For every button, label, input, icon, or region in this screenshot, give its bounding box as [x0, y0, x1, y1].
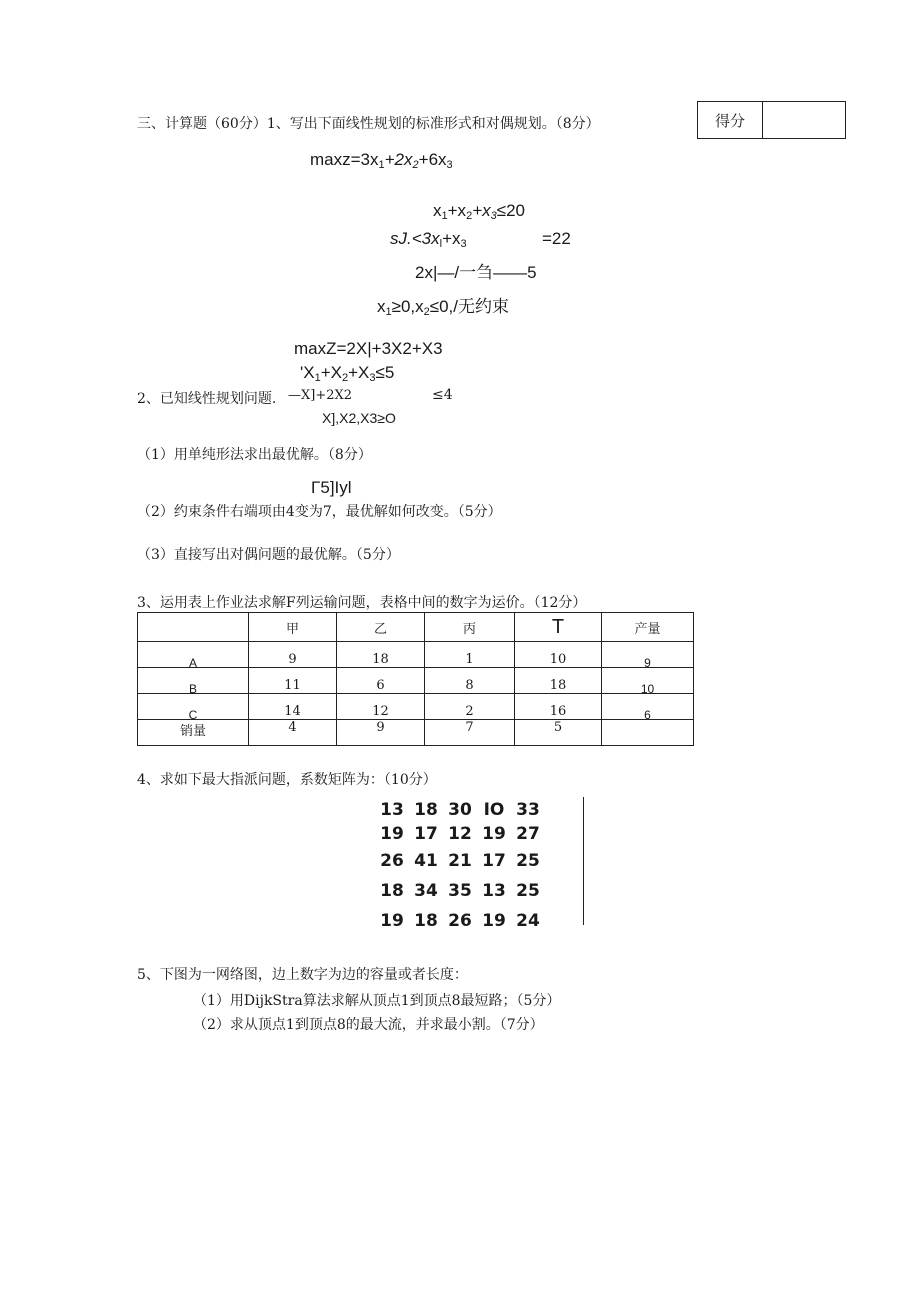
- table-header-row: [138, 613, 694, 642]
- matrix-cell: 19: [482, 911, 506, 931]
- table-cell: 10: [515, 642, 602, 668]
- q1-constraint-4: $x_1\ge 0,x_2\le 0,/$无约束: [377, 297, 509, 318]
- matrix-cell: 26: [380, 851, 404, 871]
- q1-constraint-2: $sJ.<3x_l+x_3$: [390, 229, 467, 250]
- matrix-cell: 25: [516, 881, 540, 901]
- matrix-cell: 21: [448, 851, 472, 871]
- section-heading: 三、计算题（60分）1、写出下面线性规划的标准形式和对偶规划。（8分）: [137, 116, 600, 132]
- matrix-cell: IO: [483, 800, 505, 820]
- matrix-cell: 17: [482, 851, 506, 871]
- q1-objective: $\max z=3x_1+2x_2+6x_3$: [310, 150, 453, 171]
- assignment-matrix: [375, 797, 545, 935]
- matrix-cell: 35: [448, 881, 472, 901]
- matrix-cell: 18: [414, 800, 438, 820]
- matrix-cell: 18: [380, 881, 404, 901]
- supply-cell: [602, 720, 694, 746]
- table-cell: 11: [249, 668, 337, 694]
- q5-part-2: （2）求从顶点1到顶点8的最大流，并求最小割。（7分）: [193, 1017, 544, 1033]
- matrix-row: [375, 797, 545, 823]
- q2-part-1: （1）用单纯形法求出最优解。（8分）: [137, 447, 372, 463]
- matrix-cell: 12: [448, 824, 472, 844]
- table-cell: 2: [425, 694, 515, 720]
- q2-note: Γ5]Iyl: [311, 478, 352, 497]
- table-cell: 12: [337, 694, 425, 720]
- q1-constraint-2-rhs: =22: [542, 229, 571, 248]
- table-cell: 8: [425, 668, 515, 694]
- score-label: 得分: [698, 102, 763, 138]
- q2-intro: 2、已知线性规划问题.: [137, 391, 277, 407]
- matrix-cell: 19: [482, 824, 506, 844]
- table-cell: 1: [425, 642, 515, 668]
- matrix-cell: 17: [414, 824, 438, 844]
- q2-objective: maxZ=2X|+3X2+X3: [294, 339, 443, 358]
- matrix-cell: 26: [448, 911, 472, 931]
- matrix-row: [375, 847, 545, 875]
- table-header-cell: [138, 613, 249, 642]
- matrix-cell: 18: [414, 911, 438, 931]
- matrix-cell: 19: [380, 824, 404, 844]
- matrix-cell: 30: [448, 800, 472, 820]
- table-cell: 14: [249, 694, 337, 720]
- row-label: C: [138, 694, 249, 720]
- table-cell: 18: [337, 642, 425, 668]
- matrix-cell: 13: [380, 800, 404, 820]
- row-label: A: [138, 642, 249, 668]
- q1-constraint-1: $x_1+x_2+x_3\le 20$: [433, 201, 525, 222]
- q2-part-2: （2）约束条件右端项由4变为7，最优解如何改变。（5分）: [137, 504, 502, 520]
- table-header-cell: 丙: [425, 613, 515, 642]
- demand-row: [138, 720, 694, 746]
- table-cell: 5: [515, 720, 602, 746]
- matrix-cell: 25: [516, 851, 540, 871]
- table-cell: 18: [515, 668, 602, 694]
- matrix-cell: 41: [414, 851, 438, 871]
- supply-cell: 10: [602, 668, 694, 694]
- table-cell: 7: [425, 720, 515, 746]
- score-box: [697, 101, 846, 139]
- q5-title: 5、下图为一网络图，边上数字为边的容量或者长度：: [137, 967, 468, 983]
- matrix-row: [375, 877, 545, 905]
- table-cell: 9: [249, 642, 337, 668]
- score-value: [763, 102, 845, 138]
- table-header-cell: 产量: [602, 613, 694, 642]
- q4-title: 4、求如下最大指派问题，系数矩阵为：（10分）: [137, 772, 437, 788]
- table-cell: 4: [249, 720, 337, 746]
- q2-constraint-2-rhs: ≤4: [432, 387, 453, 403]
- matrix-cell: 27: [516, 824, 540, 844]
- q5-part-1: （1）用DijkStra算法求解从顶点1到顶点8最短路；（5分）: [193, 993, 561, 1009]
- q1-constraint-3: 2x|—/一刍——5: [415, 263, 537, 282]
- q2-constraint-2: —X]+2X2: [288, 388, 353, 403]
- q2-part-3: （3）直接写出对偶问题的最优解。（5分）: [137, 547, 400, 563]
- table-cell: 6: [337, 668, 425, 694]
- q3-title: 3、运用表上作业法求解F列运输问题，表格中间的数字为运价。（12分）: [137, 595, 587, 611]
- table-header-cell: 乙: [337, 613, 425, 642]
- table-header-cell: T: [515, 613, 602, 642]
- matrix-cell: 34: [414, 881, 438, 901]
- matrix-cell: 33: [516, 800, 540, 820]
- table-cell: 9: [337, 720, 425, 746]
- table-cell: 16: [515, 694, 602, 720]
- row-label: 销量: [138, 720, 249, 746]
- row-label: B: [138, 668, 249, 694]
- table-header-cell: 甲: [249, 613, 337, 642]
- matrix-bracket: [583, 797, 584, 925]
- q2-constraint-1: '$X_1+X_2+X_3\le 5$: [300, 363, 395, 384]
- matrix-cell: 13: [482, 881, 506, 901]
- matrix-cell: 19: [380, 911, 404, 931]
- transport-table: [137, 612, 694, 746]
- matrix-row: [375, 823, 545, 845]
- matrix-row: [375, 907, 545, 935]
- table-row: [138, 668, 694, 694]
- matrix-cell: 24: [516, 911, 540, 931]
- supply-cell: 9: [602, 642, 694, 668]
- q2-constraint-3: X],X2,X3≥O: [322, 410, 396, 426]
- table-row: [138, 642, 694, 668]
- supply-cell: 6: [602, 694, 694, 720]
- table-row: [138, 694, 694, 720]
